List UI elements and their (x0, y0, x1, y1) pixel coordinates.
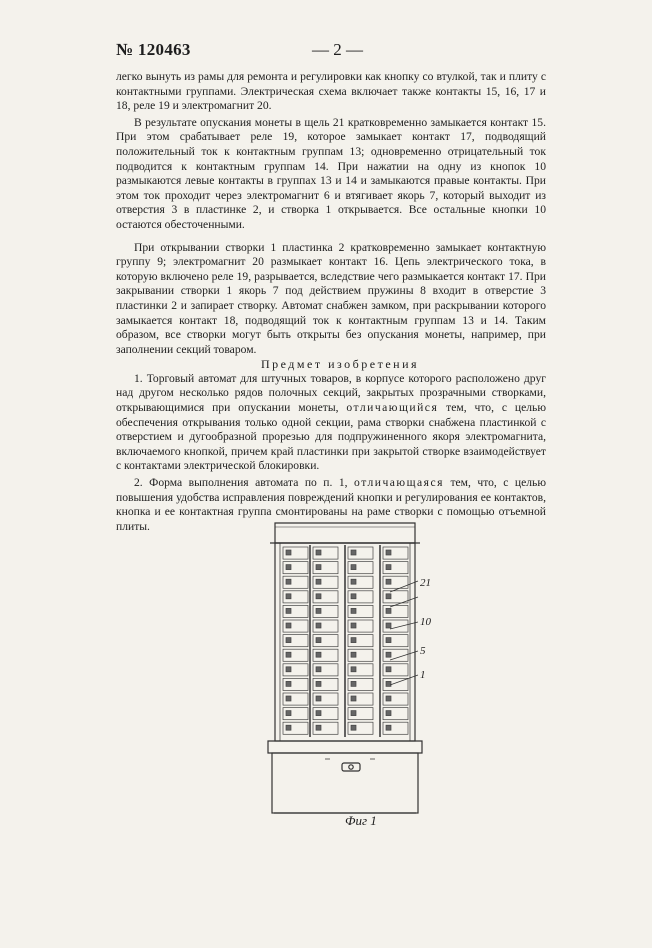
claim-2-part-a: 2. Форма выполнения автомата по п. 1, (134, 476, 355, 490)
section-button (351, 652, 356, 657)
section-button (351, 681, 356, 686)
section-button (386, 725, 391, 730)
section-button (316, 681, 321, 686)
section-button (316, 579, 321, 584)
body-paragraph-2: В результате опускания монеты в щель 21 кратковременно замыкается контакт 15. При этом срабатывает реле 19, которое замыкает контакт 17, подводящий положительный ток к контактным группам 13; одновременно отрицательный ток подводится к контактным группам 14. При нажатии на одну из кнопок 10 размыкаются левые контакты в группах 13 и 14 и замыкаются правые контакты. При этом ток проходит через электромагнит 6 и втягивает якорь 7, который выходит из отверстия 3 в пластинке 2, и створка 1 открывается. Все остальные кнопки 10 остаются обесточенными. (116, 115, 546, 231)
callout-leader-1 (390, 675, 418, 685)
section-button (351, 579, 356, 584)
section-button (286, 579, 291, 584)
section-button (286, 594, 291, 599)
callout-leader-5 (390, 651, 418, 660)
claim-1 (116, 372, 546, 474)
section-button (286, 681, 291, 686)
page-number: — 2 — (312, 40, 363, 59)
section-button (316, 652, 321, 657)
section-button (286, 623, 291, 628)
section-button (316, 565, 321, 570)
section-button (386, 667, 391, 672)
section-button (286, 696, 291, 701)
machine-top-cap (275, 523, 415, 543)
claim-2-spaced-word: отличающаяся (354, 476, 444, 490)
section-button (286, 725, 291, 730)
claim-1-part-a: 1. Торговый автомат для штучных товаров, в корпусе которого расположено друг над другом несколько рядов полочных секций, закрытых прозрачными створками, открывающимися при опускании монеты, (116, 371, 546, 415)
section-button (286, 638, 291, 643)
section-button (386, 696, 391, 701)
section-button (286, 550, 291, 555)
section-button (351, 711, 356, 716)
body-paragraph-1: легко вынуть из рамы для ремонта и регулировки как кнопку со втулкой, так и плиту с контактными группами. Электрическая схема включает также контакты 15, 16, 17 и 18, реле 19 и электромагнит 20. (116, 70, 546, 113)
section-button (286, 652, 291, 657)
section-button (386, 594, 391, 599)
section-button (316, 638, 321, 643)
section-button (316, 667, 321, 672)
machine-base-cabinet (272, 753, 418, 813)
section-button (386, 550, 391, 555)
callout-leader-10 (390, 622, 418, 629)
section-button (316, 696, 321, 701)
section-button (351, 667, 356, 672)
section-button (316, 594, 321, 599)
section-button (351, 638, 356, 643)
callout-10: 10 (420, 616, 431, 628)
section-button (316, 711, 321, 716)
section-button (386, 638, 391, 643)
callout-leader-21 (390, 581, 418, 592)
callout-21: 21 (420, 577, 431, 589)
figure-caption: Фиг 1 (345, 813, 377, 828)
claims-title: Предмет изобретения (260, 357, 420, 372)
section-button (386, 652, 391, 657)
section-button (286, 608, 291, 613)
section-button (351, 608, 356, 613)
section-button (386, 565, 391, 570)
callout-5: 5 (420, 645, 426, 657)
body-paragraph-3: При открывании створки 1 пластинка 2 кратковременно замыкает контактную группу 9; электромагнит 20 размыкает контакт 16. Цепь электрического тока, в которую включено реле 19, разрывается, вследствие чего размыкается контакт 17. При закрывании створки 1 якорь 7 под действием пружины 8 входит в отверстие 3 пластинки 2 и запирает створку. Автомат снабжен замком, при раскрывании которого замыкается контакт 18, подводящий ток к контактным группам 13 и 14. Таким образом, все створки могут быть открыты без опускания монеты, например, при заполнении секций товаром. (116, 240, 546, 356)
section-button (286, 565, 291, 570)
section-button (286, 667, 291, 672)
claim-1-spaced-word: отличающийся (346, 401, 439, 415)
section-button (386, 681, 391, 686)
section-button (351, 696, 356, 701)
section-button (316, 550, 321, 555)
machine-base-lid (268, 741, 422, 753)
claim-2-part-b: тем, что, с целью повышения удобства исправления повреждений кнопки и регулирования ее контактов, кнопка и ее контактная группа смонтированы на раме створки с помощью отъемной плиты. (116, 476, 546, 533)
document-body (116, 70, 546, 534)
section-button (286, 711, 291, 716)
section-button (316, 608, 321, 613)
section-button (386, 579, 391, 584)
section-button (316, 623, 321, 628)
section-button (351, 594, 356, 599)
section-button (386, 711, 391, 716)
patent-number: № 120463 (116, 40, 191, 59)
section-button (316, 725, 321, 730)
vending-machine-drawing (230, 515, 460, 830)
section-button (351, 550, 356, 555)
section-button (351, 565, 356, 570)
callout-1: 1 (420, 669, 426, 681)
section-button (351, 623, 356, 628)
claim-1-part-b: тем, что, с целью обеспечения открывания только одной секции, рама створки снабжена пластинкой с отверстием и дугообразной прорезью для подпружиненного якоря электромагнита, включаемого кнопкой, причем край пластинки при закрытой створке взаимодействует с контактами электрической блокировки. (116, 401, 546, 473)
section-button (386, 623, 391, 628)
section-button (386, 608, 391, 613)
section-button (351, 725, 356, 730)
